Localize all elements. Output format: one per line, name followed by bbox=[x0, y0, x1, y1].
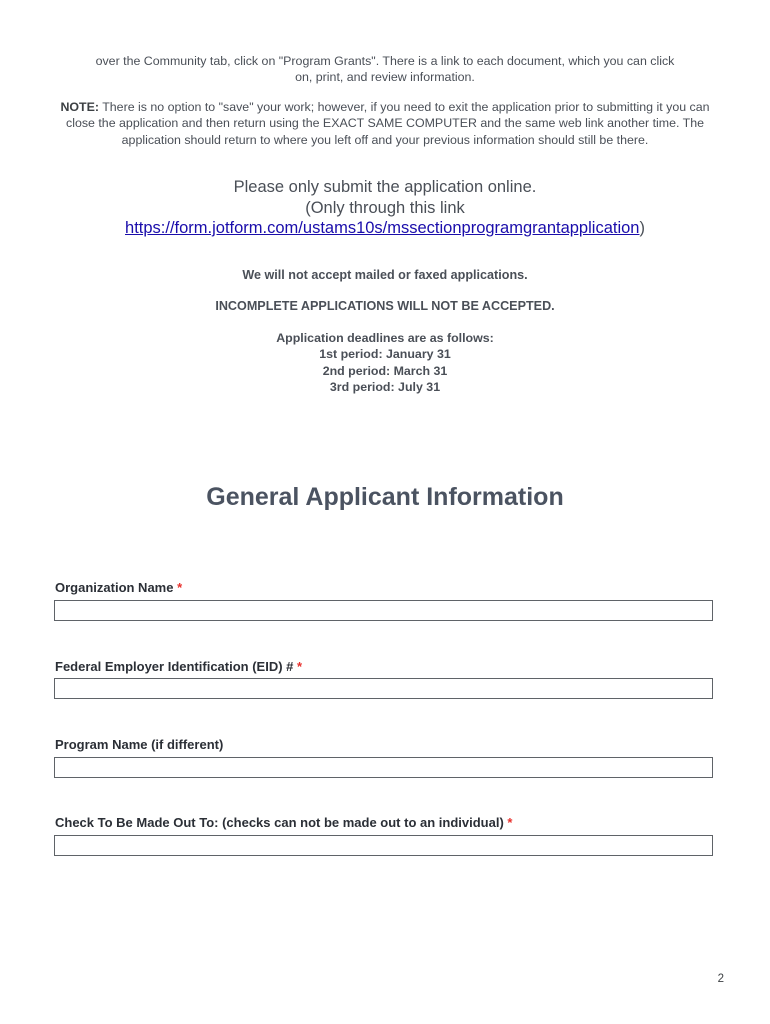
field-label-text: Federal Employer Identification (EID) # bbox=[55, 659, 294, 674]
field-label-text: Program Name (if different) bbox=[55, 737, 224, 752]
field-label-text: Check To Be Made Out To: (checks can not be made out to an individual) bbox=[55, 815, 504, 830]
application-link[interactable]: https://form.jotform.com/ustams10s/mssectionprogramgrantapplication bbox=[125, 219, 640, 237]
deadlines-block bbox=[40, 330, 730, 396]
submit-link-line bbox=[40, 218, 730, 239]
deadlines-heading: Application deadlines are as follows: bbox=[276, 331, 494, 345]
eid-label bbox=[55, 659, 302, 674]
link-close-paren: ) bbox=[639, 219, 645, 237]
deadline-period-2: 2nd period: March 31 bbox=[322, 363, 448, 378]
required-marker: * bbox=[297, 659, 303, 674]
deadline-period-3: 3rd period: July 31 bbox=[329, 380, 441, 395]
intro-paragraph bbox=[50, 53, 720, 86]
check-payee-field[interactable] bbox=[54, 835, 713, 856]
note-text: There is no option to "save" your work; however, if you need to exit the application prior to submitting it you can close the application and then return using the EXACT SAME COMPUTER and the same web link another time. The application should return to where you left off and your previous information should still be there. bbox=[66, 100, 710, 147]
submit-line-1: Please only submit the application online. bbox=[233, 178, 537, 196]
required-marker: * bbox=[177, 580, 183, 595]
section-title: General Applicant Information bbox=[206, 483, 564, 511]
intro-line-2: on, print, and review information. bbox=[295, 70, 475, 85]
organization-name-label bbox=[55, 580, 182, 595]
field-label-text: Organization Name bbox=[55, 580, 174, 595]
no-mail-notice: We will not accept mailed or faxed applications. bbox=[242, 268, 528, 282]
note-paragraph bbox=[50, 99, 720, 148]
note-label: NOTE: bbox=[60, 100, 99, 114]
program-name-label bbox=[55, 737, 223, 752]
intro-line-1: over the Community tab, click on "Program Grants". There is a link to each document, which you can click bbox=[95, 54, 675, 68]
submit-line-2: (Only through this link bbox=[305, 198, 465, 217]
submit-instructions bbox=[40, 177, 730, 239]
check-payee-label bbox=[55, 815, 512, 830]
page-number: 2 bbox=[717, 973, 724, 985]
eid-field[interactable] bbox=[54, 678, 713, 699]
program-name-field[interactable] bbox=[54, 757, 713, 778]
organization-name-field[interactable] bbox=[54, 600, 713, 621]
required-marker: * bbox=[507, 815, 513, 830]
incomplete-notice: INCOMPLETE APPLICATIONS WILL NOT BE ACCEPTED. bbox=[215, 299, 555, 313]
deadline-period-1: 1st period: January 31 bbox=[319, 347, 451, 362]
